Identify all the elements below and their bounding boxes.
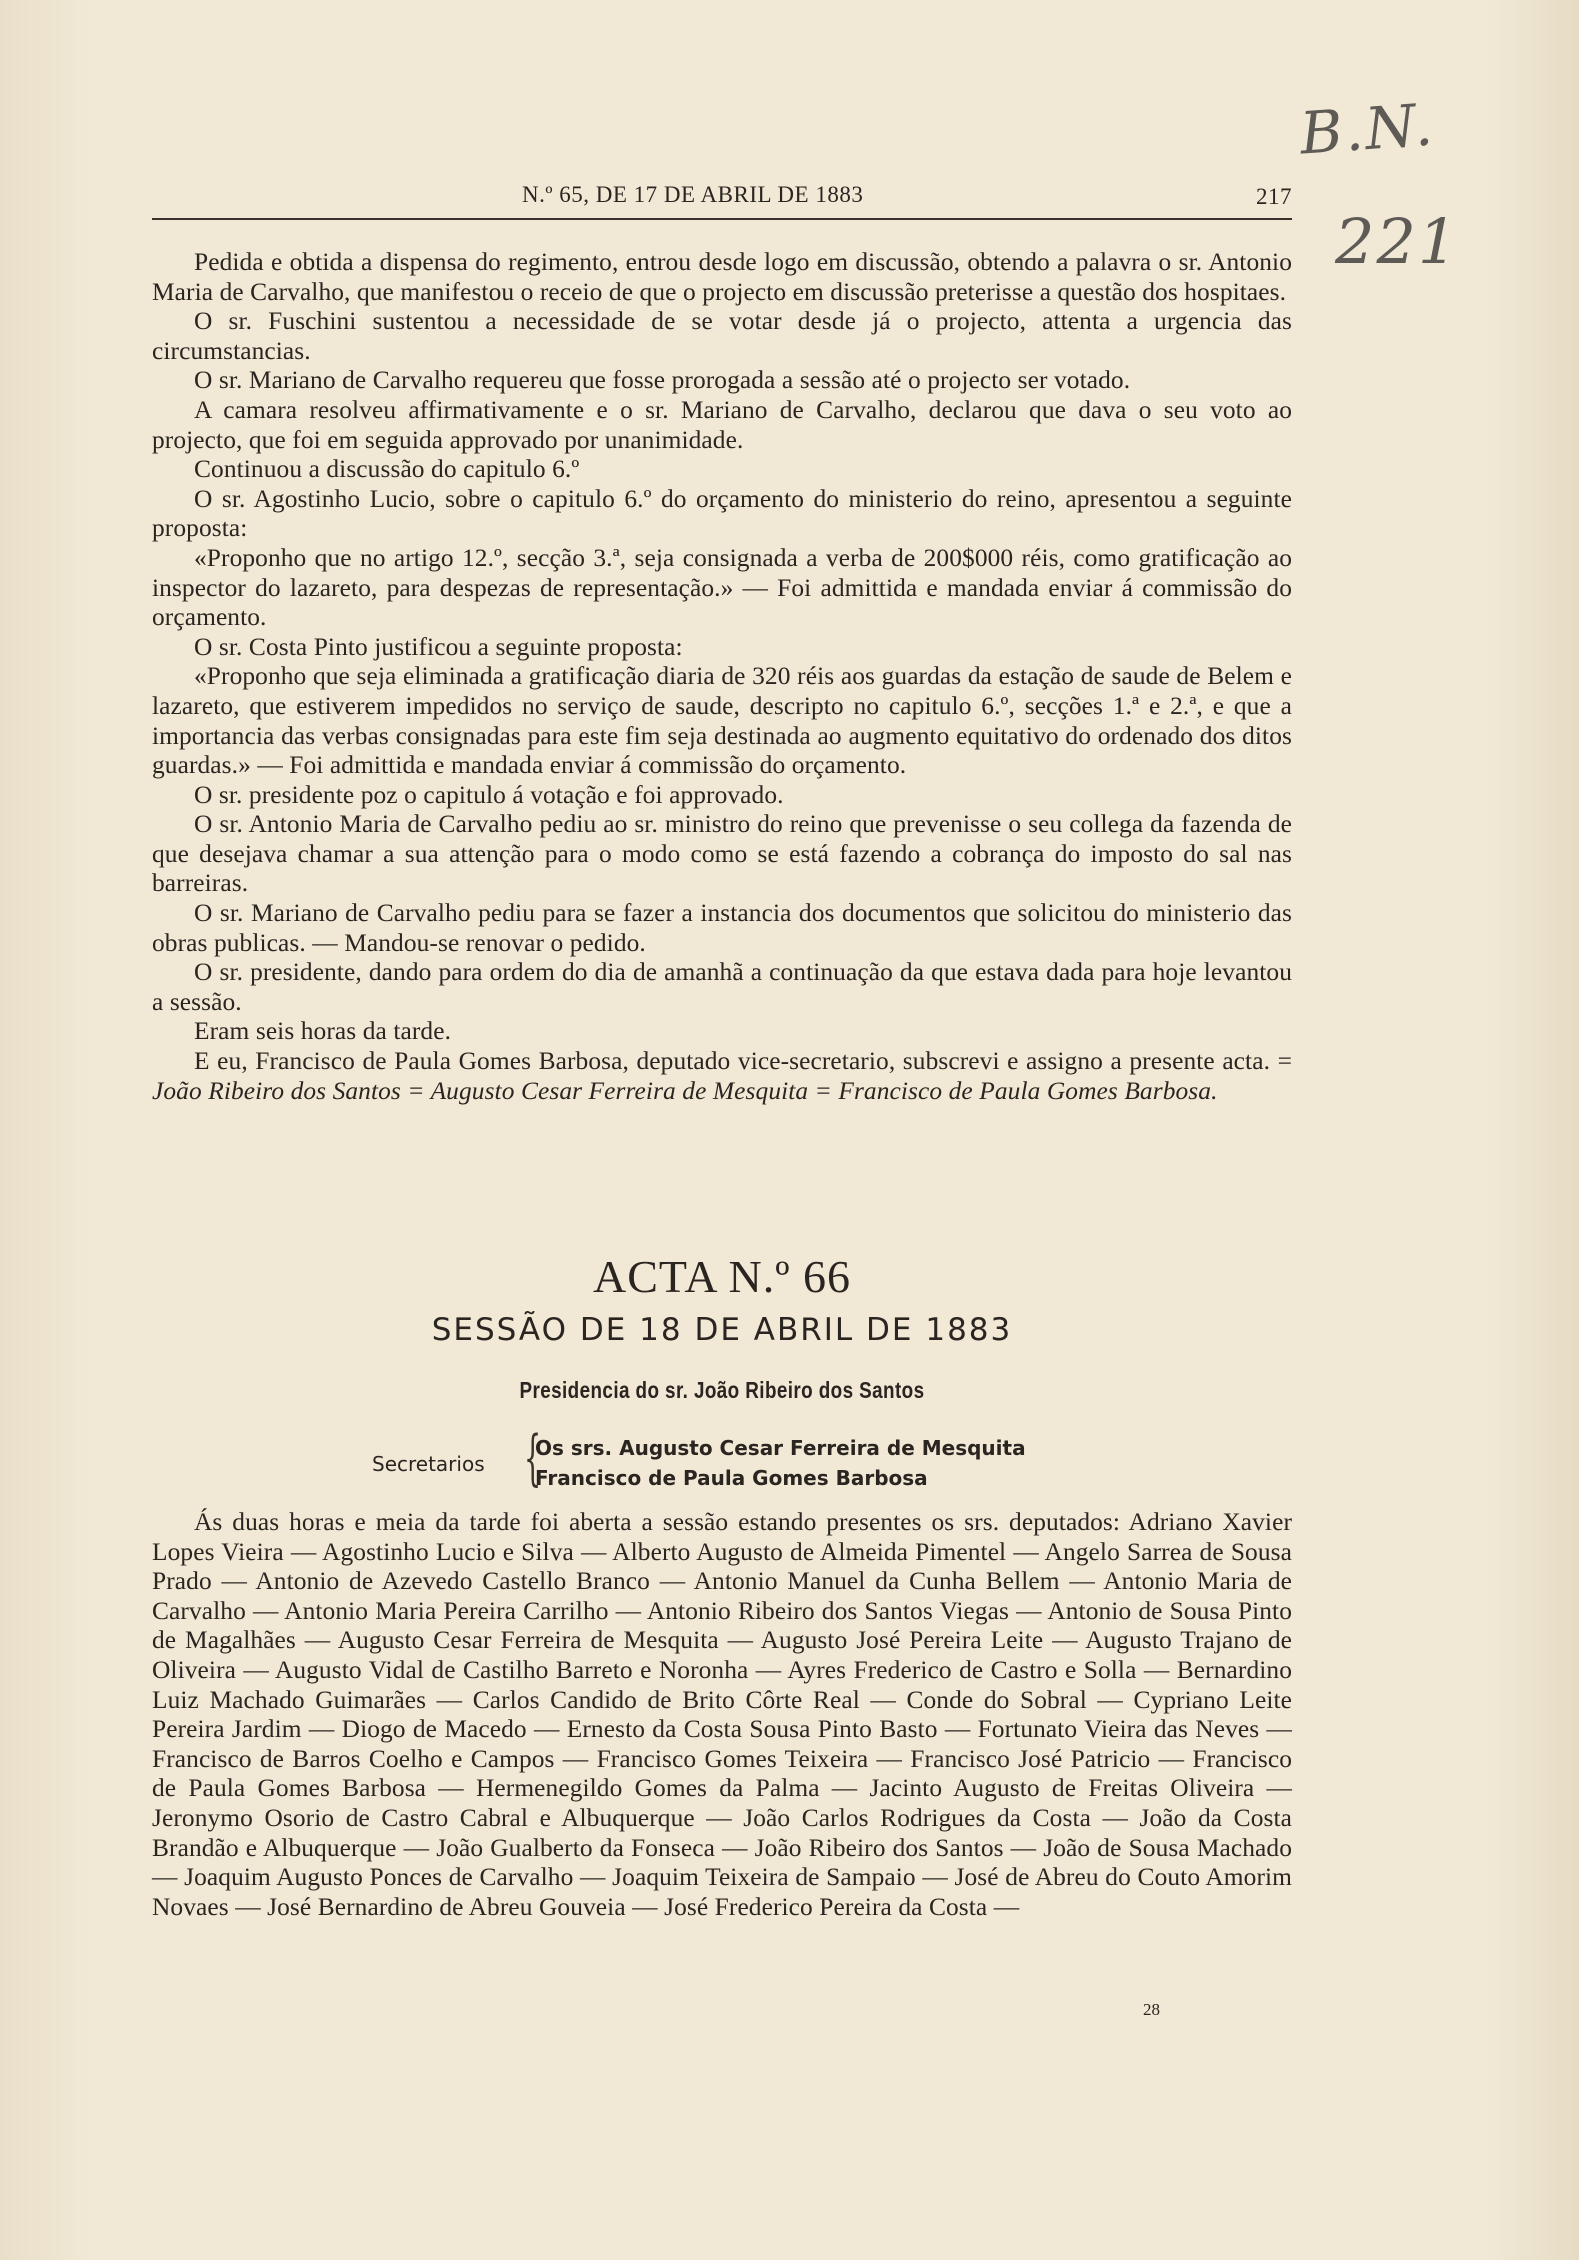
attendance-section	[152, 1508, 1292, 1922]
paragraph: Pedida e obtida a dispensa do regimento, entrou desde logo em discussão, obtendo a palavra o sr. Antonio Maria de Carvalho, que manifestou o receio de que o projecto em discussão preterisse a questão dos hospitaes.	[152, 248, 1292, 306]
paragraph: O sr. Antonio Maria de Carvalho pediu ao sr. ministro do reino que prevenisse o seu collega da fazenda de que desejava chamar a sua attenção para o modo como se está fazendo a cobrança do imposto do sal nas barreiras.	[152, 810, 1292, 898]
minutes-continuation	[152, 248, 1292, 1106]
paragraph: O sr. presidente poz o capitulo á votação e foi approvado.	[194, 780, 784, 809]
handwritten-page-number: 221	[1335, 205, 1460, 278]
header-title: N.º 65, DE 17 DE ABRIL DE 1883	[522, 182, 864, 207]
paragraph: O sr. Fuschini sustentou a necessidade de se votar desde já o projecto, attenta a urgencia das circumstancias.	[152, 307, 1292, 365]
closing-paragraph	[152, 1047, 1292, 1106]
paragraph: Eram seis horas da tarde.	[194, 1017, 452, 1046]
paragraph: O sr. Mariano de Carvalho requereu que fosse prorogada a sessão até o projecto ser votado.	[194, 366, 1131, 395]
signature-mark: 28	[1143, 2000, 1160, 2019]
secretary-name: Os srs. Augusto Cesar Ferreira de Mesquita	[535, 1436, 1026, 1460]
presidency-line: Presidencia do sr. João Ribeiro dos Santos	[519, 1377, 925, 1403]
paragraph: O sr. Costa Pinto justificou a seguinte proposta:	[194, 632, 683, 661]
secretaries-label: Secretarios	[372, 1452, 485, 1476]
secretaries-block	[372, 1423, 1172, 1498]
running-header	[152, 178, 1292, 218]
secretary-name: Francisco de Paula Gomes Barbosa	[535, 1466, 928, 1490]
paragraph: O sr. presidente, dando para ordem do dia de amanhã a continuação da que estava dada para hoje levantou a sessão.	[152, 958, 1292, 1016]
paragraph: A camara resolveu affirmativamente e o sr. Mariano de Carvalho, declarou que dava o seu voto ao projecto, que foi em seguida approvado por unanimidade.	[152, 395, 1292, 454]
header-rule	[152, 218, 1292, 220]
paragraph: Continuou a discussão do capitulo 6.º	[194, 455, 580, 484]
handwritten-library-mark: B.N.	[1297, 90, 1437, 168]
proposal: «Proponho que no artigo 12.º, secção 3.ª, seja consignada a verba de 200$000 réis, como gratificação ao inspector do lazareto, para despezas de representação.» — Foi admittida e mandada enviar á commissão do orçamento.	[152, 543, 1292, 632]
attendance-paragraph: Ás duas horas e meia da tarde foi aberta a sessão estando presentes os srs. deputados: Adriano Xavier Lopes Vieira — Agostinho Lucio e Silva — Alberto Augusto de Almeida Pimentel — Angelo Sarrea de Sousa Prado — Antonio de Azevedo Castello Branco — Antonio Manuel da Cunha Bellem — Antonio Maria de Carvalho — Antonio Maria Pereira Carrilho — Antonio Ribeiro dos Santos Viegas — Antonio de Sousa Pinto de Magalhães — Augusto Cesar Ferreira de Mesquita — Augusto José Pereira Leite — Augusto Trajano de Oliveira — Augusto Vidal de Castilho Barreto e Noronha — Ayres Frederico de Castro e Solla — Bernardino Luiz Machado Guimarães — Carlos Candido de Brito Côrte Real — Conde do Sobral — Cypriano Leite Pereira Jardim — Diogo de Macedo — Ernesto da Costa Sousa Pinto Basto — Fortunato Vieira das Neves — Francisco de Barros Coelho e Campos — Francisco Gomes Teixeira — Francisco José Patricio — Francisco de Paula Gomes Barbosa — Hermenegildo Gomes da Palma — Jacinto Augusto de Freitas Oliveira — Jeronymo Osorio de Castro Cabral e Albuquerque — João Carlos Rodrigues da Costa — João da Costa Brandão e Albuquerque — João Gualberto da Fonseca — João Ribeiro dos Santos — João de Sousa Machado — Joaquim Augusto Ponces de Carvalho — Joaquim Teixeira de Sampaio — José de Abreu do Couto Amorim Novaes — José Bernardino de Abreu Gouveia — José Frederico Pereira da Costa —	[152, 1508, 1292, 1921]
proposal: «Proponho que seja eliminada a gratificação diaria de 320 réis aos guardas da estação de saude de Belem e lazareto, que estiverem impedidos no serviço de saude, descripto no capitulo 6.º, secções 1.ª e 2.ª, e que a importancia das verbas consignadas para este fim seja destinada ao augmento equitativo do ordenado dos ditos guardas.» — Foi admittida e mandada enviar á commissão do orçamento.	[152, 662, 1292, 780]
session-title: SESSÃO DE 18 DE ABRIL DE 1883	[431, 1312, 1013, 1348]
paragraph: O sr. Mariano de Carvalho pediu para se fazer a instancia dos documentos que solicitou do ministerio das obras publicas. — Mandou-se renovar o pedido.	[152, 899, 1292, 957]
brace-icon: {	[524, 1423, 542, 1493]
paragraph: O sr. Agostinho Lucio, sobre o capitulo 6.º do orçamento do ministerio do reino, apresentou a seguinte proposta:	[152, 484, 1292, 543]
closing-text: E eu, Francisco de Paula Gomes Barbosa, deputado vice-secretario, subscrevi e assigno a presente acta. =	[194, 1047, 1292, 1076]
closing-signatures: João Ribeiro dos Santos = Augusto Cesar Ferreira de Mesquita = Francisco de Paula Gomes Barbosa.	[152, 1076, 1218, 1105]
header-page-number: 217	[1256, 184, 1292, 209]
acta-title: ACTA N.º 66	[593, 1251, 851, 1302]
